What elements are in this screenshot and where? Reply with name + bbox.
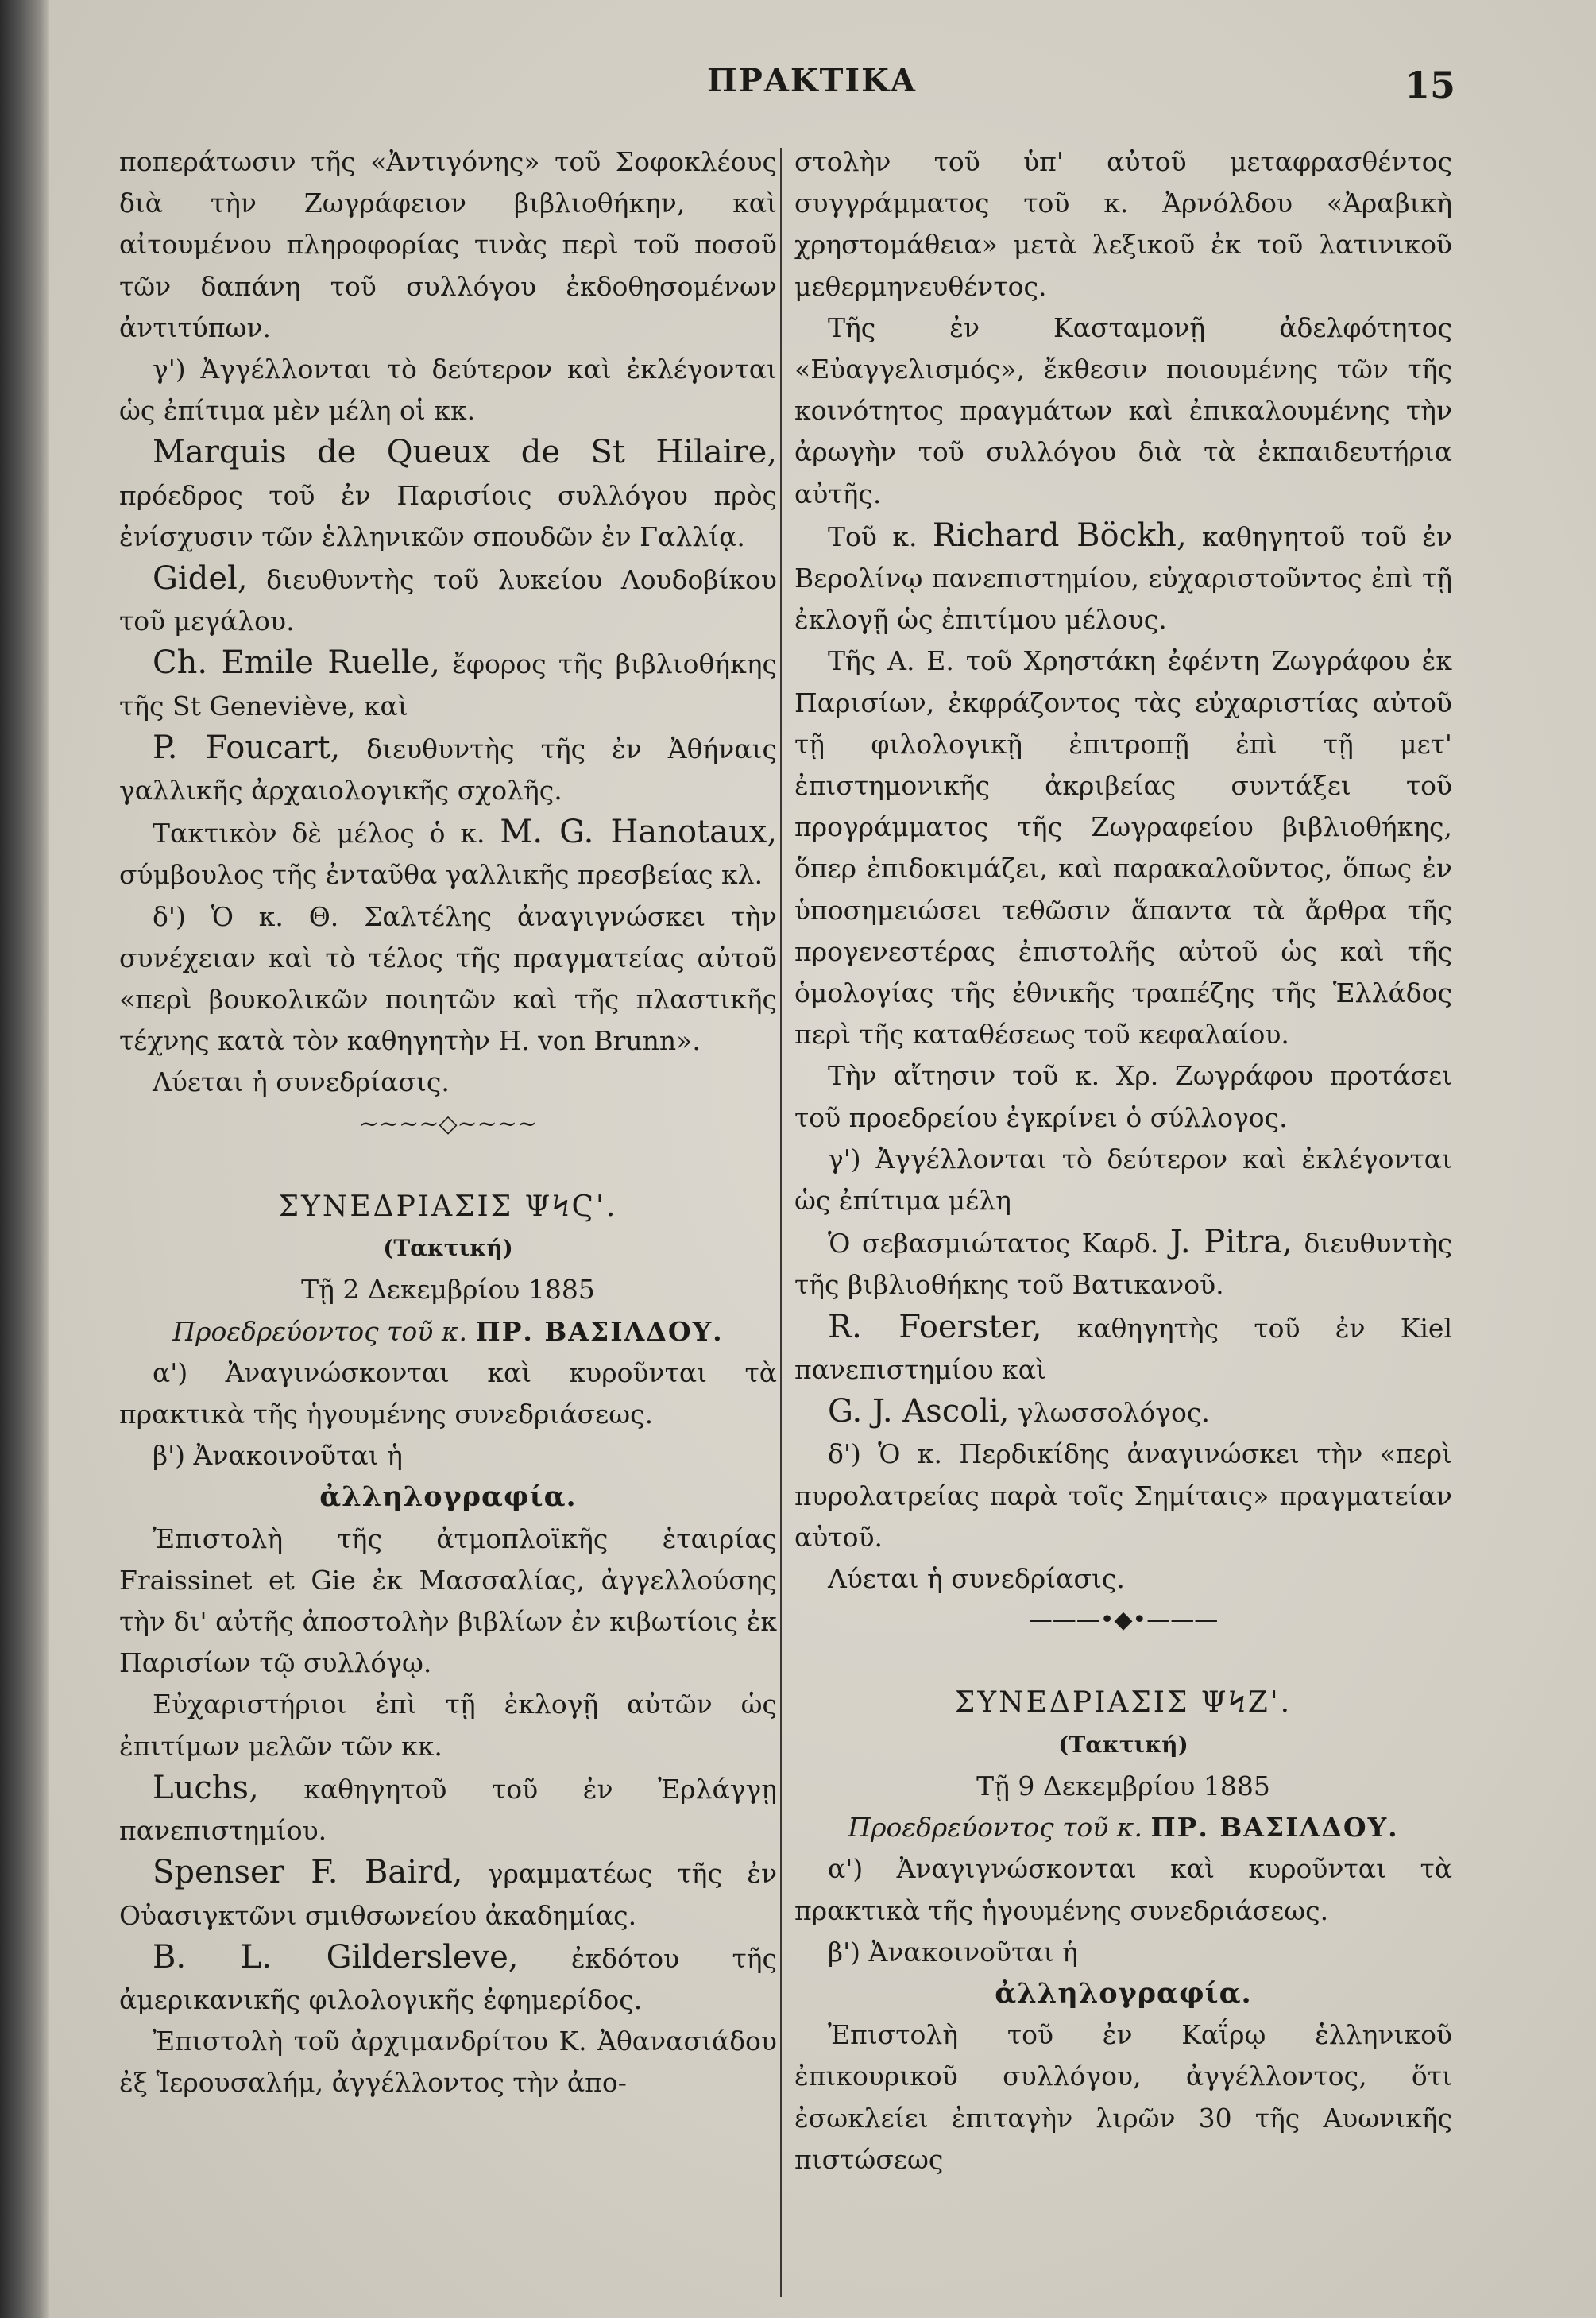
member-entry xyxy=(794,515,1452,641)
member-entry xyxy=(119,431,777,558)
paragraph: Ἐπιστολὴ τοῦ ἀρχιμανδρίτου Κ. Ἀθανασιάδου ἐξ Ἱερουσαλήμ, ἀγγέλλοντος τὴν ἀπο- xyxy=(119,2026,777,2099)
paragraph: Ἐπιστολὴ τοῦ ἐν Καΐρῳ ἑλληνικοῦ ἐπικουρικοῦ συλλόγου, ἀγγέλλοντος, ὅτι ἐσωκλείει ἐπιταγὴν λιρῶν 30 τῆς Αυωνικῆς πιστώσεως xyxy=(794,2019,1452,2175)
member-description: γλωσσολόγος. xyxy=(1009,1397,1210,1429)
paragraph: Εὐχαριστήριοι ἐπὶ τῇ ἐκλογῇ αὐτῶν ὡς ἐπιτίμων μελῶν τῶν κκ. xyxy=(119,1689,777,1762)
paragraph: δ') Ὁ κ. Περδικίδης ἀναγινώσκει τὴν «περὶ πυρολατρείας παρὰ τοῖς Σημίταις» πραγματείαν αὐτοῦ. xyxy=(794,1438,1452,1553)
member-entry xyxy=(119,642,777,726)
member-description: διευθυντὴς τῆς βιβλιοθήκης τοῦ Βατικανοῦ. xyxy=(794,1228,1453,1301)
member-entry xyxy=(119,1767,777,1852)
ornament-divider: ———•◆•——— xyxy=(1028,1606,1219,1635)
left-column xyxy=(119,141,777,2104)
member-description: καθηγητοῦ τοῦ ἐν Ἐρλάγγῃ πανεπιστημίου. xyxy=(119,1773,777,1847)
paragraph: γ') Ἀγγέλλονται τὸ δεύτερον καὶ ἐκλέγονται ὡς ἐπίτιμα μέλη xyxy=(794,1143,1452,1217)
session-type: (Τακτική) xyxy=(383,1235,513,1262)
member-entry xyxy=(119,1937,777,2021)
member-description: καθηγητοῦ τοῦ ἐν Βερολίνῳ πανεπιστημίου, εὐχαριστοῦντος ἐπὶ τῇ ἐκλογῇ ὡς ἐπιτίμου μέλους. xyxy=(794,520,1452,636)
member-name: Spenser F. Baird, xyxy=(153,1854,463,1891)
member-intro: Τοῦ κ. xyxy=(828,520,933,552)
member-name: Marquis de Queux de St Hilaire, xyxy=(153,434,777,471)
presiding-name: ΠΡ. ΒΑΣΙΛΔΟΥ. xyxy=(1150,1812,1399,1844)
member-name: Ch. Emile Ruelle, xyxy=(153,644,440,682)
presiding-prefix: Προεδρεύοντος τοῦ κ. xyxy=(848,1812,1151,1844)
presiding-line xyxy=(119,1311,777,1352)
paragraph: α') Ἀναγινώσκονται καὶ κυροῦνται τὰ πρακτικὰ τῆς ἡγουμένης συνεδριάσεως. xyxy=(119,1356,777,1430)
member-description: διευθυντὴς τῆς ἐν Ἀθήναις γαλλικῆς ἀρχαιολογικῆς σχολῆς. xyxy=(119,733,778,807)
running-title: ΠΡΑΚΤΙΚΑ xyxy=(707,62,917,99)
correspondence-heading: ἀλληλογραφία. xyxy=(995,1976,1252,2010)
correspondence-heading: ἀλληλογραφία. xyxy=(319,1480,577,1514)
paragraph: α') Ἀναγιγνώσκονται καὶ κυροῦνται τὰ πρακτικὰ τῆς ἡγουμένης συνεδριάσεως. xyxy=(794,1853,1452,1926)
member-description: πρόεδρος τοῦ ἐν Παρισίοις συλλόγου πρὸς ἐνίσχυσιν τῶν ἑλληνικῶν σπουδῶν ἐν Γαλλίᾳ. xyxy=(119,479,777,552)
paragraph: β') Ἀνακοινοῦται ἡ xyxy=(828,1936,1078,1968)
member-description: καθηγητὴς τοῦ ἐν Kiel πανεπιστημίου καὶ xyxy=(794,1312,1453,1385)
paragraph: Τὴν αἴτησιν τοῦ κ. Χρ. Ζωγράφου προτάσει τοῦ προεδρείου ἐγκρίνει ὁ σύλλογος. xyxy=(794,1060,1452,1133)
ornament-divider: ~~~~◇~~~~ xyxy=(358,1109,538,1138)
right-column xyxy=(794,141,1452,2181)
member-entry xyxy=(119,558,777,642)
member-name: G. J. Ascoli, xyxy=(828,1393,1010,1430)
member-entry xyxy=(794,1391,1452,1434)
session-date: Τῇ 9 Δεκεμβρίου 1885 xyxy=(976,1770,1270,1801)
closing-line: Λύεται ἡ συνεδρίασις. xyxy=(828,1562,1125,1594)
member-name: J. Pitra, xyxy=(1169,1224,1293,1261)
member-name: B. L. Gildersleve, xyxy=(153,1938,519,1976)
member-name: Gidel, xyxy=(153,560,248,598)
book-spine-shadow xyxy=(0,0,49,2318)
session-heading: ΣΥΝΕΔΡΙΑΣΙΣ ΨϞϚ'. xyxy=(278,1190,618,1224)
paragraph: ποπεράτωσιν τῆς «Ἀντιγόνης» τοῦ Σοφοκλέους διὰ τὴν Ζωγράφειον βιβλιοθήκην, καὶ αἰτουμένου πληροφορίας τινὰς περὶ τοῦ ποσοῦ τῶν δαπάνη τοῦ συλλόγου ἐκδοθησομένων ἀντιτύπων. xyxy=(119,146,777,343)
member-name: R. Foerster, xyxy=(828,1308,1042,1345)
paragraph: β') Ἀνακοινοῦται ἡ xyxy=(153,1440,403,1472)
member-entry xyxy=(794,1221,1452,1306)
member-name: P. Foucart, xyxy=(153,729,341,766)
paragraph: δ') Ὁ κ. Θ. Σαλτέλης ἀναγιγνώσκει τὴν συνέχειαν καὶ τὸ τέλος τῆς πραγματείας αὐτοῦ «περὶ βουκολικῶν ποιητῶν καὶ τῆς πλαστικῆς τέχνης κατὰ τὸν καθηγητὴν H. von Brunn». xyxy=(119,900,777,1057)
paragraph: Τῆς ἐν Κασταμονῇ ἀδελφότητος «Εὐαγγελισμός», ἔκθεσιν ποιουμένης τῶν τῆς κοινότητος πραγμάτων καὶ ἐπικαλουμένης τὴν ἀρωγὴν τοῦ συλλόγου διὰ τὰ ἐκπαιδευτήρια αὐτῆς. xyxy=(794,312,1452,509)
paragraph: Ἐπιστολὴ τῆς ἀτμοπλοϊκῆς ἑταιρίας Fraissinet et Gie ἐκ Μασσαλίας, ἀγγελλούσης τὴν δι' αὐτῆς ἀποστολὴν βιβλίων ἐν κιβωτίοις ἐκ Παρισίων τῷ συλλόγῳ. xyxy=(119,1523,777,1679)
session-heading: ΣΥΝΕΔΡΙΑΣΙΣ ΨϞΖ'. xyxy=(954,1686,1293,1720)
session-date: Τῇ 2 Δεκεμβρίου 1885 xyxy=(301,1274,595,1306)
presiding-prefix: Προεδρεύοντος τοῦ κ. xyxy=(172,1315,476,1347)
member-description: ἔφορος τῆς βιβλιοθήκης τῆς St Geneviève, καὶ xyxy=(119,648,777,722)
paragraph: στολὴν τοῦ ὑπ' αὐτοῦ μεταφρασθέντος συγγράμματος τοῦ κ. Ἀρνόλδου «Ἀραβικὴ χρηστομάθεια» μετὰ λεξικοῦ ἐκ τοῦ λατινικοῦ μεθερμηνευθέντος. xyxy=(794,146,1452,302)
presiding-line xyxy=(794,1807,1452,1848)
member-intro: Ὁ σεβασμιώτατος Καρδ. xyxy=(828,1228,1170,1260)
member-entry xyxy=(119,1852,777,1936)
member-name: Richard Böckh, xyxy=(932,517,1187,554)
member-description: ἐκδότου τῆς ἀμερικανικῆς φιλολογικῆς ἐφημερίδος. xyxy=(119,1942,778,2015)
paragraph: Τῆς Α. Ε. τοῦ Χρηστάκη ἐφέντη Ζωγράφου ἐκ Παρισίων, ἐκφράζοντος τὰς εὐχαριστίας αὐτοῦ τῇ φιλολογικῇ ἐπιτροπῇ ἐπὶ τῇ μετ' ἐπιστημονικῆς ἀκριβείας συντάξει τοῦ προγράμματος τῆς Ζωγραφείου βιβλιοθήκης, ὅπερ ἐπιδοκιμάζει, καὶ παρακαλοῦντος, ὅπως ἐν ὑποσημειώσει τεθῶσιν ἅπαντα τὰ ἄρθρα τῆς προγενεστέρας ἐπιστολῆς αὐτοῦ ὡς καὶ τῆς ὁμολογίας τῆς ἐθνικῆς τραπέζης τῆς Ἑλλάδος περὶ τῆς καταθέσεως τοῦ κεφαλαίου. xyxy=(794,645,1452,1051)
member-name: Luchs, xyxy=(153,1769,259,1806)
member-description: σύμβουλος τῆς ἐνταῦθα γαλλικῆς πρεσβείας κλ. xyxy=(119,859,763,891)
session-type: (Τακτική) xyxy=(1058,1731,1188,1758)
member-description: γραμματέως τῆς ἐν Οὐασιγκτῶνι σμιθσωνείου ἀκαδημίας. xyxy=(119,1858,778,1931)
presiding-name: ΠΡ. ΒΑΣΙΛΔΟΥ. xyxy=(475,1315,724,1347)
member-intro: Τακτικὸν δὲ μέλος ὁ κ. xyxy=(153,818,500,849)
member-entry xyxy=(794,1306,1452,1391)
closing-line: Λύεται ἡ συνεδρίασις. xyxy=(153,1066,450,1098)
column-divider xyxy=(780,148,782,2297)
member-name: M. G. Hanotaux, xyxy=(500,814,778,851)
member-entry xyxy=(119,727,777,811)
member-entry xyxy=(119,811,777,896)
member-description: διευθυντὴς τοῦ λυκείου Λουδοβίκου τοῦ μεγάλου. xyxy=(119,564,777,637)
page-number: 15 xyxy=(1405,64,1456,106)
paragraph: γ') Ἀγγέλλονται τὸ δεύτερον καὶ ἐκλέγονται ὡς ἐπίτιμα μὲν μέλη οἱ κκ. xyxy=(119,354,777,427)
